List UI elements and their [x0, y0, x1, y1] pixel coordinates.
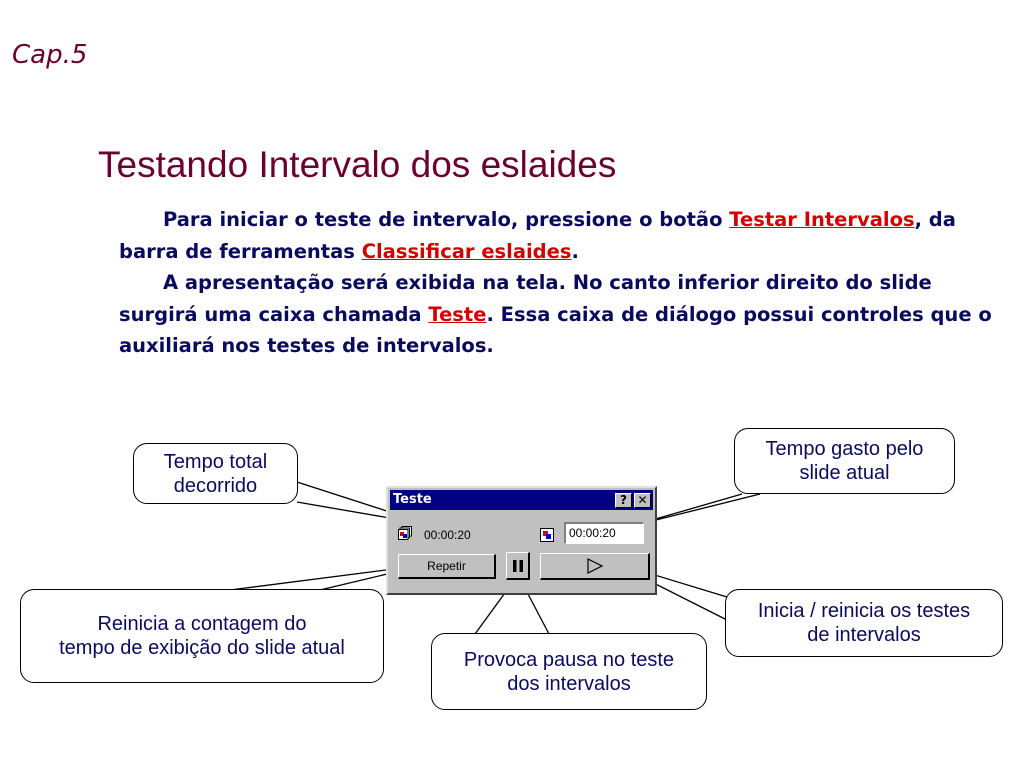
callout-inicia-line2: de intervalos [807, 624, 921, 646]
play-icon [585, 558, 605, 574]
callout-pausa-line1: Provoca pausa no teste [463, 648, 675, 671]
teste-dialog [386, 486, 657, 595]
callout-tempo-gasto-line2: slide atual [799, 462, 890, 484]
pause-icon [512, 559, 524, 573]
p1-highlight-testar-intervalos: Testar Intervalos [729, 208, 915, 231]
callout-reinicia-line1: Reinicia a contagem do [97, 613, 307, 635]
dialog-title: Teste [393, 492, 432, 507]
callout-reinicia-line2: tempo de exibição do slide atual [59, 637, 345, 659]
close-icon: ✕ [637, 493, 648, 507]
slide-title: Testando Intervalo dos eslaides [98, 144, 617, 185]
p1-highlight-classificar-eslaides: Classificar eslaides [361, 239, 572, 263]
p2-text-b: . Essa caixa de diálogo possui controles que o auxiliará nos testes de intervalos. [119, 302, 992, 357]
callout-pausa-line2: dos intervalos [507, 672, 631, 695]
callout-tempo-gasto [734, 428, 955, 494]
dialog-titlebar[interactable] [390, 490, 653, 510]
callout-tempo-gasto-line1: Tempo gasto pelo [765, 438, 924, 460]
callout-tempo-total [133, 443, 298, 504]
callout-inicia [725, 589, 1003, 657]
p2-highlight-teste: Teste [428, 302, 487, 326]
p1-text-b: , da barra de ferramentas [119, 208, 956, 263]
pause-button[interactable] [506, 552, 530, 580]
help-button[interactable] [615, 493, 632, 508]
play-button[interactable] [540, 553, 650, 580]
total-time-value: 00:00:20 [424, 528, 471, 542]
p1-text-c: . [571, 239, 579, 263]
callout-tempo-total-line1: Tempo total [163, 450, 268, 473]
slide-time-field[interactable]: 00:00:20 [564, 522, 644, 544]
p1-text-a: Para iniciar o teste de intervalo, pressione o botão [163, 208, 730, 231]
callout-inicia-line1: Inicia / reinicia os testes [757, 600, 971, 622]
repeat-button[interactable]: Repetir [398, 554, 496, 579]
chapter-label: Cap.5 [12, 40, 88, 70]
help-icon: ? [620, 493, 627, 507]
p2-text-a: A apresentação será exibida na tela. No canto inferior direito do slide surgirá uma caixa chamada [119, 271, 932, 326]
total-time-icon [398, 526, 412, 540]
callout-pausa [431, 633, 707, 710]
slide-time-icon [540, 528, 554, 542]
callout-reinicia [20, 589, 384, 683]
close-button[interactable] [634, 493, 651, 508]
callout-tempo-total-line2: decorrido [173, 474, 258, 497]
